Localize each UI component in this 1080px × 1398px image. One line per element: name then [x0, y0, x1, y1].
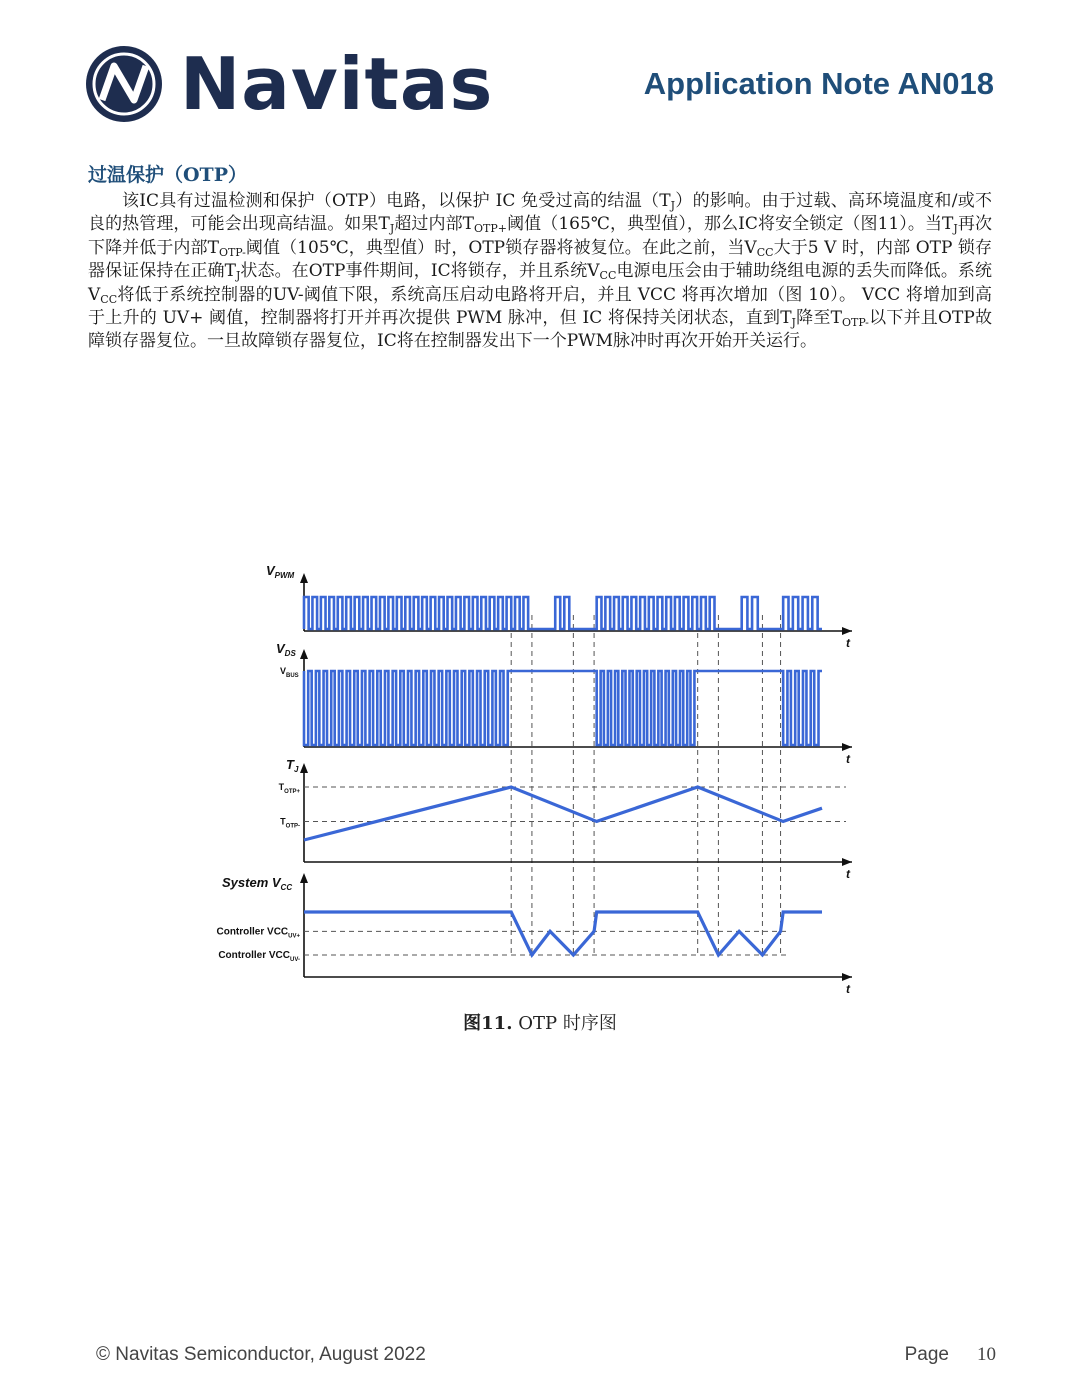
- vcc-x-arrow: [842, 973, 852, 981]
- vds-trace: [304, 671, 822, 745]
- brand-name: Navitas: [180, 42, 494, 126]
- text-run: 以下并且OTP故障锁存器复位。一旦故障锁存器复位，IC将在控制器发出下一个PWM脉冲时再次开始开关运行。: [88, 308, 992, 352]
- vpwm-y-arrow: [300, 573, 308, 583]
- uv-plus-label: Controller $VCC_{UV+}$: [216, 926, 300, 940]
- system-vcc-label: System $V_{CC}$: [222, 875, 293, 892]
- subscript: OTP-: [842, 316, 869, 330]
- text-run: 超过内部T: [394, 214, 475, 235]
- subscript: OTP+: [474, 222, 507, 236]
- vcc-y-arrow: [300, 873, 308, 883]
- subscript: OTP-: [218, 245, 246, 259]
- subscript: J: [953, 222, 958, 236]
- tj-x-arrow: [842, 858, 852, 866]
- vds-label: $V_{DS}$: [276, 641, 296, 658]
- body-paragraph: [88, 190, 992, 354]
- subscript: CC: [599, 269, 617, 283]
- figure-number: 图11.: [463, 1013, 513, 1034]
- tj-trace: [304, 787, 822, 840]
- vcc-time-label: t: [846, 982, 850, 996]
- subscript: J: [235, 269, 241, 283]
- totp-minus-label: $T_{OTP-}$: [280, 816, 300, 830]
- navitas-logo-icon: [84, 44, 164, 124]
- figure-caption: [0, 1009, 1080, 1035]
- text-run: 将低于系统控制器的UV-阈值下限，系统高压启动电路将开启，并且 VCC 将再次增加（图 10）。 VCC 将增加到高于上升的 UV+ 阈值，控制器将打开并再次提供 PWM 脉冲，但 IC 将保持关闭状态，直到T: [88, 284, 992, 329]
- navitas-logo: [84, 42, 494, 132]
- page-label: Page: [904, 1344, 949, 1365]
- tj-y-arrow: [300, 763, 308, 773]
- page-number: 10: [977, 1344, 996, 1365]
- text-run: 降至T: [795, 308, 842, 329]
- otp-timing-diagram: [200, 555, 870, 1005]
- vds-time-label: t: [846, 752, 850, 766]
- system-vcc-trace: [304, 912, 822, 955]
- subscript: J: [389, 222, 395, 236]
- footer-page: [905, 1344, 996, 1366]
- vbus-label: $V_{BUS}$: [280, 666, 299, 679]
- text-run: 该IC具有过温检测和保护（OTP）电路，以保护 IC 免受过高的结温（T: [122, 191, 671, 211]
- footer-copyright: © Navitas Semiconductor, August 2022: [96, 1344, 426, 1365]
- tj-time-label: t: [846, 867, 850, 881]
- totp-plus-label: $T_{OTP+}$: [278, 782, 300, 795]
- text-run: 阈值（105℃，典型值）时，OTP锁存器将被复位。在此之前，当V: [245, 237, 757, 258]
- text-run: 再次下降并低于内部T: [88, 214, 993, 258]
- vpwm-x-arrow: [842, 627, 852, 635]
- vds-x-arrow: [842, 743, 852, 751]
- text-run: 电源电压会由于辅助绕组电源的丢失而降低。系统V: [88, 261, 993, 305]
- document-title: Application Note AN018: [643, 66, 994, 101]
- text-run: 阈值（165℃，典型值），那么IC将安全锁定（图11）。当T: [507, 214, 954, 235]
- subscript: J: [791, 316, 796, 330]
- text-run: 状态。在OTP事件期间，IC将锁存，并且系统V: [240, 261, 600, 282]
- vpwm-trace: [304, 597, 822, 629]
- subscript: CC: [100, 292, 118, 306]
- section-title: 过温保护（OTP）: [88, 164, 247, 186]
- text-run: ）的影响。由于过载、高环境温度和/或不良的热管理，可能会出现高结温。如果T: [88, 191, 992, 235]
- tj-label: $T_J$: [286, 757, 299, 774]
- figure-caption-text: OTP 时序图: [518, 1013, 617, 1034]
- text-run: 大于5 V 时，内部 OTP 锁存器保证保持在正确T: [88, 237, 992, 282]
- subscript: CC: [756, 245, 774, 259]
- uv-minus-label: Controller $VCC_{UV-}$: [218, 950, 300, 963]
- vpwm-time-label: t: [846, 636, 850, 650]
- vds-y-arrow: [300, 649, 308, 659]
- vpwm-label: $V_{PWM}$: [266, 563, 295, 580]
- subscript: J: [670, 199, 676, 212]
